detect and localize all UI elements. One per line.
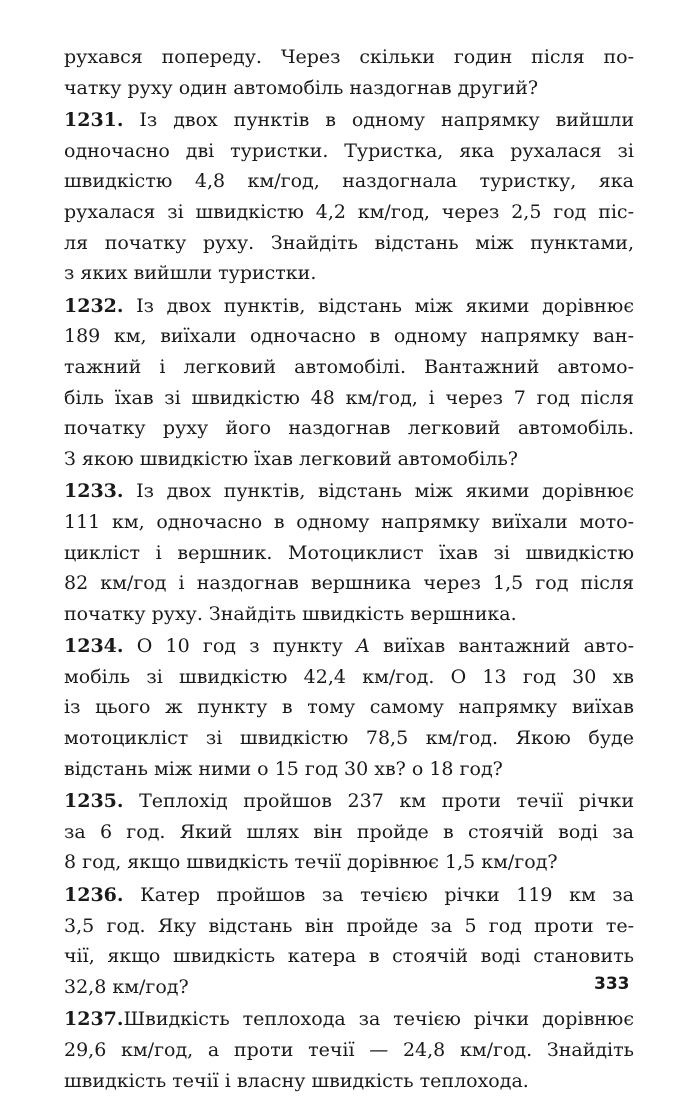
text-line: чатку руху один автомобіль наздогнав другий? [64, 76, 539, 99]
problem-1235 [64, 786, 634, 878]
text-fragment: Із двох пунктів в одному напрямку вийшли [123, 109, 634, 132]
text-line: за 6 год. Який шлях він пройде в стоячій воді за [64, 820, 634, 843]
text-line: 189 км, виїхали одночасно в одному напрямку ван- [64, 325, 634, 348]
text-line: 32,8 км/год? [64, 975, 189, 998]
text-line: з яких вийшли туристки. [64, 262, 317, 285]
problem-number: 1233. [64, 480, 124, 503]
text-line: 29,6 км/год, а проти течії — 24,8 км/год. Знайдіть [64, 1039, 634, 1061]
text-line: одночасно дві туристки. Туристка, яка рухалася зі [64, 139, 634, 162]
text-line: рухалася зі швидкістю 4,2 км/год, через 2,5 год піс- [64, 200, 634, 223]
page-number: 333 [594, 974, 630, 994]
text-fragment: виїхав вантажний авто- [369, 635, 634, 658]
text-line: 3,5 год. Яку відстань він пройде за 5 год проти те- [64, 914, 634, 937]
problem-number: 1235. [64, 790, 124, 813]
text-line: 82 км/год і наздогнав вершника через 1,5 год після [64, 572, 634, 595]
text-line: З якою швидкістю їхав легковий автомобіль? [64, 447, 518, 470]
text-line: із цього ж пункту в тому самому напрямку виїхав [64, 696, 634, 719]
problem-1236 [64, 880, 634, 1002]
text-line: чії, якщо швидкість катера в стоячій воді становить [64, 945, 634, 968]
text-line: початку руху. Знайдіть швидкість вершника. [64, 602, 517, 625]
text-fragment: Із двох пунктів, відстань між якими дорівнює [123, 480, 634, 503]
text-line [64, 786, 634, 817]
text-line [64, 1004, 634, 1035]
text-line: рухався попереду. Через скільки годин після по- [64, 46, 634, 68]
problem-1237 [64, 1004, 634, 1096]
problem-1231 [64, 105, 634, 289]
problem-number: 1236. [64, 884, 124, 907]
text-line [64, 476, 634, 507]
problem-continuation [64, 42, 634, 103]
text-line: ля початку руху. Знайдіть відстань між пунктами, [64, 231, 634, 254]
problem-1234 [64, 631, 634, 784]
text-line [64, 880, 634, 911]
text-fragment: Теплохід пройшов 237 км проти течії річки [123, 790, 634, 813]
text-line [64, 105, 634, 136]
text-line: 111 км, одночасно в одному напрямку виїхали мото- [64, 510, 634, 533]
text-fragment: О 10 год з пункту [123, 635, 357, 658]
text-line: початку руху його наздогнав легковий автомобіль. [64, 417, 634, 440]
problem-number: 1234. [64, 635, 124, 658]
text-line: біль їхав зі швидкістю 48 км/год, і через 7 год після [64, 386, 634, 409]
text-fragment: Із двох пунктів, відстань між якими дорівнює [123, 294, 634, 317]
problem-number: 1231. [64, 109, 124, 132]
problem-1233 [64, 476, 634, 629]
text-line: мобіль зі швидкістю 42,4 км/год. О 13 год 30 хв [64, 665, 634, 688]
text-line: швидкість течії і власну швидкість теплохода. [64, 1069, 529, 1092]
text-line [64, 631, 634, 662]
text-line: тажний і легковий автомобілі. Вантажний автомо- [64, 355, 634, 378]
text-fragment: Катер пройшов за течією річки 119 км за [123, 884, 634, 907]
problem-number: 1237. [64, 1008, 124, 1031]
problem-1232 [64, 291, 634, 475]
text-line: відстань між ними о 15 год 30 хв? о 18 год? [64, 757, 503, 780]
text-line: 8 год, якщо швидкість течії дорівнює 1,5 км/год? [64, 851, 558, 874]
text-fragment: Швидкість теплохода за течією річки дорівнює [123, 1008, 634, 1031]
text-line: цикліст і вершник. Мотоциклист їхав зі швидкістю [64, 541, 634, 564]
text-line: швидкістю 4,8 км/год, наздогнала туристку, яка [64, 170, 634, 193]
text-line [64, 291, 634, 322]
page-text [64, 42, 634, 1096]
text-line: мотоцикліст зі швидкістю 78,5 км/год. Якою буде [64, 727, 634, 750]
point-label: A [356, 635, 370, 658]
problem-number: 1232. [64, 294, 124, 317]
